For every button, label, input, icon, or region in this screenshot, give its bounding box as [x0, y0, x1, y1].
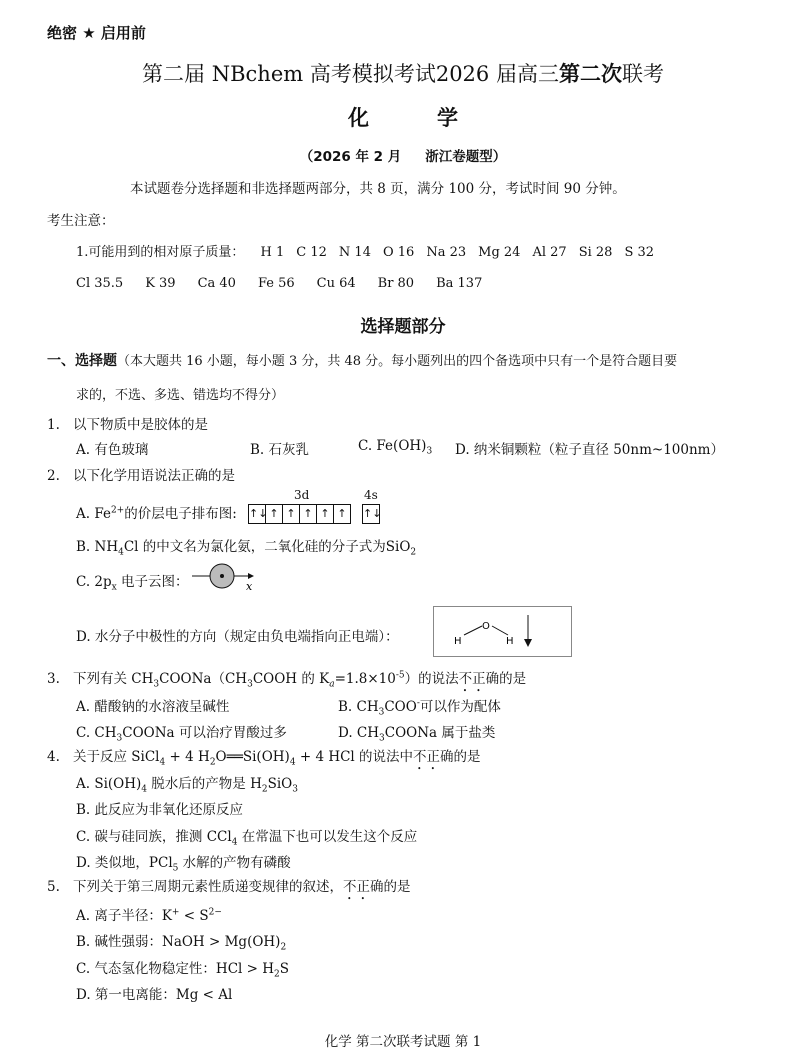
orbital-label-4s: 4s	[364, 488, 378, 502]
orbital-cell: ↑	[283, 505, 300, 523]
q2-option-a: A. $Fe^{2+}$的价层电子排布图:	[76, 505, 237, 522]
q4-option-a: A. $Si(OH)_4$ 脱水后的产物是 $H_2SiO_3$	[76, 776, 298, 795]
page-footer: 化学 第二次联考试题 第 1	[324, 1034, 482, 1050]
orbital-cell: ↑	[300, 505, 317, 523]
q5-option-c: C. 气态氢化物稳定性：HCl > $H_2S$	[76, 961, 290, 980]
question-2-stem: 2. 以下化学用语说法正确的是	[47, 468, 235, 484]
question-1-stem: 1. 以下物质中是胶体的是	[47, 417, 208, 433]
atomic-masses-line2: Cl 35.5 K 39 Ca 40 Fe 56 Cu 64 Br 80 Ba 137	[76, 276, 483, 291]
orbital-cell: ↑↓	[249, 505, 266, 523]
orbital-cell: ↑	[266, 505, 283, 523]
exam-intro: 本试题卷分选择题和非选择题两部分，共 8 页，满分 100 分，考试时间 90 分钟。	[130, 181, 626, 197]
q4-option-b: B. 此反应为非氧化还原反应	[76, 802, 244, 818]
notice-title: 考生注意：	[47, 213, 115, 229]
hydrogen-atom-label: H	[506, 636, 514, 647]
q3-option-a: A. 醋酸钠的水溶液呈碱性	[76, 699, 230, 715]
q3-option-b: B. $CH_3COO^-$可以作为配体	[338, 698, 501, 718]
orbital-label-3d: 3d	[294, 488, 310, 502]
q5-option-a: A. 离子半径：$K^+ < S^{2-}$	[76, 907, 222, 924]
confidential-label: 绝密 ★ 启用前	[47, 24, 146, 42]
q4-option-d: D. 类似地，PCl$_5$ 水解的产物有磷酸	[76, 855, 291, 874]
orbital-cell: ↑	[317, 505, 334, 523]
p-orbital-cloud-diagram	[190, 562, 256, 592]
question-5-stem: 5. 下列关于第三周期元素性质递变规律的叙述，不正确的是	[47, 879, 411, 895]
part-instructions: 一、选择题（本大题共 16 小题，每小题 3 分，共 48 分。每小题列出的四个备选项中只有一个是符合题目要	[47, 353, 678, 369]
question-3-stem: 3. 下列有关 $CH_3COONa(CH_3COOH$ 的 $K_a=1.8\times 10^{-5}$）的说法不正确的是	[47, 670, 527, 690]
question-4-stem: 4. 关于反应 SiCl$_4$ + 4 $H_2O══Si(OH)_4 + 4$ HCl 的说法中不正确的是	[47, 749, 481, 768]
q5-option-d: D. 第一电离能：Mg < Al	[76, 987, 233, 1003]
q2-option-d: D. 水分子中极性的方向（规定由负电端指向正电端）：	[76, 629, 399, 645]
q5-option-b: B. 碱性强弱：NaOH > $Mg(OH)_2$	[76, 934, 287, 953]
q4-option-c: C. 碳与硅同族，推测 CCl$_4$ 在常温下也可以发生这个反应	[76, 829, 418, 848]
polarity-arrow-icon	[524, 639, 532, 647]
part-instructions-cont: 求的，不选、多选、错选均不得分）	[76, 388, 285, 403]
atomic-masses-line1: 1.可能用到的相对原子质量： H 1 C 12 N 14 O 16 Na 23 Mg 24 Al 27 Si 28 S 32	[76, 245, 655, 260]
axis-label-x: x	[246, 580, 253, 592]
orbital-diagram-3d	[248, 503, 351, 524]
section-title: 选择题部分	[360, 317, 446, 337]
q1-option-b: B. 石灰乳	[250, 442, 310, 458]
water-molecule-diagram	[433, 606, 572, 657]
q2-option-b: B. $NH_4Cl$ 的中文名为氯化氨，二氧化硅的分子式为SiO$_2$	[76, 539, 417, 558]
exam-title: 第二届 NBchem 高考模拟考试2026 届高三第二次联考	[142, 62, 664, 86]
q1-option-a: A. 有色玻璃	[76, 442, 149, 458]
q2-option-c: C. $2p_x$ 电子云图：	[76, 574, 189, 593]
exam-date: （2026 年 2 月 浙江卷题型）	[299, 149, 507, 165]
subject-title: 化 学	[348, 106, 458, 130]
hydrogen-atom-label: H	[454, 636, 462, 647]
oxygen-atom-label: O	[482, 621, 490, 632]
orbital-cell: ↑	[337, 506, 347, 520]
q1-option-c: C. $Fe(OH)_3$	[358, 438, 433, 457]
orbital-diagram-4s	[362, 503, 380, 524]
q3-option-c: C. $CH_3COONa$ 可以治疗胃酸过多	[76, 725, 287, 744]
orbital-cell: ↑↓	[363, 506, 382, 520]
q1-option-d: D. 纳米铜颗粒（粒子直径 50nm~100nm）	[455, 442, 724, 458]
q3-option-d: D. $CH_3COONa$ 属于盐类	[338, 725, 496, 744]
